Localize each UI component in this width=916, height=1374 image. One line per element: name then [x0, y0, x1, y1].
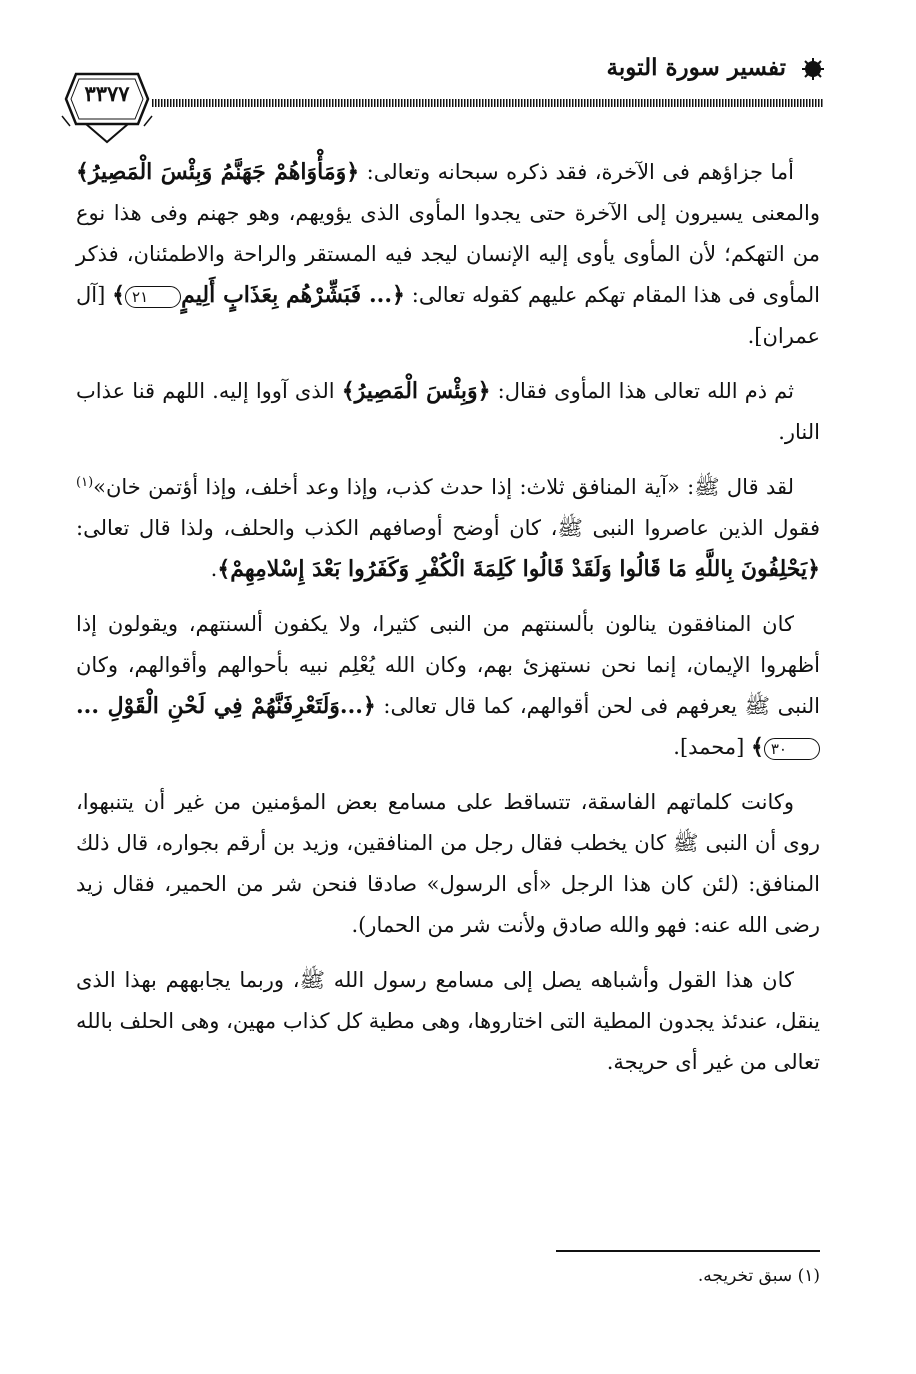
quran-verse: ﴿...وَلَتَعْرِفَنَّهُمْ فِي لَحْنِ الْقَوْلِ ...: [76, 693, 376, 719]
verse-number: ٢١: [125, 286, 181, 308]
text-run: فقول الذين عاصروا النبى ﷺ، كان أوضح أوصافهم الكذب والحلف، ولذا قال تعالى:: [76, 516, 820, 540]
paragraph: [76, 960, 820, 1083]
verse-number: ٣٠: [764, 738, 820, 760]
footnote-rule: [556, 1250, 820, 1252]
header-rule: [152, 99, 824, 107]
text-run: كان المنافقون ينالون بألسنتهم من النبى كثيرا، ولا يكفون ألسنتهم، ويقولون إذا أظهروا الإيمان، إنما نحن نستهزئ بهم، وكان الله يُعْلِم نبيه بأحوالهم وأقوالهم، وكان النبى ﷺ يعرفهم فى لحن أقوالهم، كما قال تعالى:: [76, 612, 820, 718]
text-run: والمعنى يسيرون إلى الآخرة حتى يجدوا المأوى الذى يؤويهم، وهو جهنم وفى هذا نوع من التهكم؛ لأن المأوى يأوى إليه الإنسان ليجد فيه المستقر والراحة والاطمئنان، فذكر المأوى فى هذا المقام تهكم عليهم كقوله تعالى:: [76, 201, 820, 307]
text-run: .: [210, 557, 218, 581]
quran-verse: ﴾: [750, 734, 764, 760]
page-number: ٣٣٧٧: [84, 81, 130, 106]
running-title: تفسير سورة التوبة: [606, 54, 786, 81]
body-text: [76, 152, 820, 1097]
text-run: لقد قال ﷺ: «آية المنافق ثلاث: إذا حدث كذب، وإذا وعد أخلف، وإذا أؤتمن خان»: [93, 475, 794, 499]
paragraph: [76, 604, 820, 768]
text-run: أما جزاؤهم فى الآخرة، فقد ذكره سبحانه وتعالى:: [359, 160, 794, 184]
page-number-badge: [60, 54, 154, 148]
paragraph: [76, 371, 820, 453]
ornament-icon: [802, 58, 824, 80]
quran-verse: ﴿وَبِئْسَ الْمَصِيرُ﴾: [341, 378, 491, 404]
text-run: [محمد].: [673, 735, 751, 759]
quran-verse: ﴿وَمَأْوَاهُمْ جَهَنَّمُ وَبِئْسَ الْمَصِيرُ﴾: [76, 159, 360, 185]
paragraph: [76, 782, 820, 946]
text-run: [آل عمران].: [76, 283, 820, 348]
text-run: كان هذا القول وأشباهه يصل إلى مسامع رسول الله ﷺ، وربما يجابههم بهذا الذى ينقل، عندئذ يجدون المطية التى اختاروها، وهى مطية كل كذاب مهين، وهى الحلف بالله تعالى من غير أى حريجة.: [76, 968, 820, 1074]
quran-verse: ﴿... فَبَشِّرْهُم بِعَذَابٍ أَلِيمٍ: [181, 282, 405, 308]
text-run: الذى آووا إليه. اللهم قنا عذاب النار.: [76, 379, 820, 444]
footnote: (١) سبق تخريجه.: [697, 1266, 820, 1286]
paragraph: [76, 467, 820, 590]
page-header: [60, 54, 824, 144]
quran-verse: ﴾: [112, 282, 126, 308]
quran-verse: ﴿يَحْلِفُونَ بِاللَّهِ مَا قَالُوا وَلَقَدْ قَالُوا كَلِمَةَ الْكُفْرِ وَكَفَرُوا بَعْدَ إِسْلامِهِمْ﴾: [217, 556, 820, 582]
paragraph: [76, 152, 820, 357]
text-run: ثم ذم الله تعالى هذا المأوى فقال:: [490, 379, 795, 403]
text-run: وكانت كلماتهم الفاسقة، تتساقط على مسامع بعض المؤمنين من غير أن يتنبهوا، روى أن النبى ﷺ كان يخطب فقال رجل من المنافقين، وزيد بن أرقم بجواره، قال ذلك المنافق: (لئن كان هذا الرجل «أى الرسول» صادقا فنحن شر من الحمير، فقال زيد رضى الله عنه: فهو والله صادق ولأنت شر من الحمار).: [76, 790, 820, 937]
footnote-ref: (١): [76, 475, 94, 490]
